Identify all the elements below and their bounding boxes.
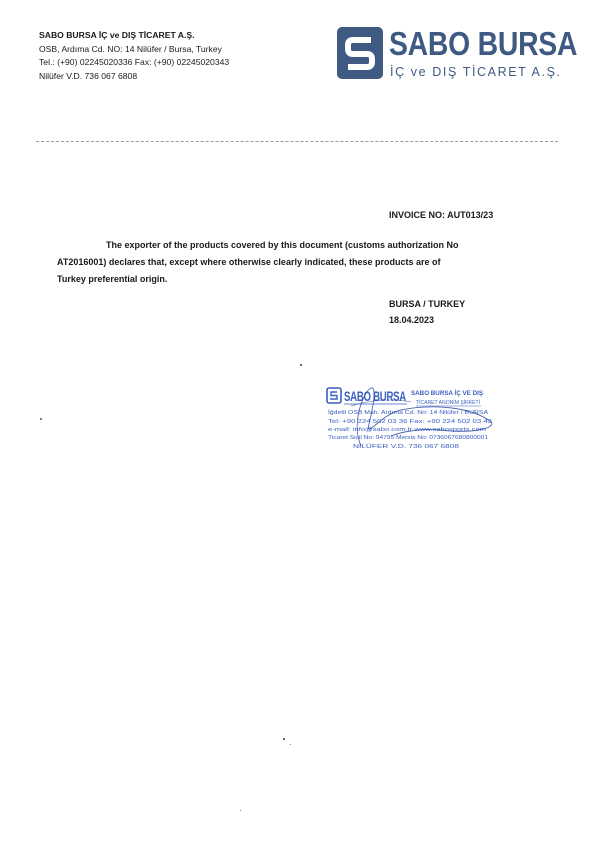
company-logo [337, 25, 578, 85]
stamp-graphic [321, 384, 503, 458]
logo-tagline: İÇ ve DIŞ TİCARET A.Ş. [390, 65, 562, 79]
scan-speck [283, 738, 285, 740]
place-and-date [389, 296, 465, 328]
scan-speck [300, 364, 302, 366]
company-tax-office: Nilüfer V.D. 736 067 6808 [39, 70, 138, 81]
declaration-line-3: Turkey preferential origin. [57, 274, 168, 284]
place: BURSA / TURKEY [389, 299, 466, 309]
declaration-line-2: AT2016001) declares that, except where otherwise clearly indicated, these products are of [57, 257, 441, 267]
declaration-line-1: The exporter of the products covered by this document (customs authorization No [106, 240, 459, 250]
stamp-logo-s-icon [330, 392, 337, 399]
company-info [39, 29, 229, 83]
sabo-logo-icon [337, 27, 383, 79]
scan-speck [40, 418, 42, 420]
stamp-tax: NİLÜFER V.D. 736 067 6808 [353, 444, 423, 450]
company-phone-fax: Tel.: (+90) 02245020336 Fax: (+90) 02245020343 [39, 57, 230, 68]
scan-speck [240, 810, 241, 811]
stamp-phone: Tel: +90 224 502 03 36 Fax: +90 224 502 03 43 [328, 419, 493, 425]
stamp-registry: Ticaret Sicil No: 94795 Mersis No: 0736067680800001 [328, 435, 489, 441]
stamp-company-line-2: TİCARET ANONİM ŞİRKETİ [416, 400, 480, 406]
company-stamp [321, 384, 503, 458]
date: 18.04.2023 [389, 315, 435, 325]
origin-declaration [57, 237, 527, 288]
stamp-logo-text: SABO BURSA [344, 389, 407, 404]
header-divider [36, 141, 558, 142]
invoice-number: INVOICE NO: AUT013/23 [389, 210, 494, 220]
logo-wordmark: SABO BURSA [389, 25, 578, 62]
company-name: SABO BURSA İÇ ve DIŞ TİCARET A.Ş. [39, 30, 195, 40]
stamp-address: İğdetli OSB Mah. Ardıma Cd. No: 14 Nilüfer / BURSA [328, 410, 450, 416]
scan-speck [290, 744, 291, 745]
stamp-email: e-mail: info@sabo.com.tr www.sabosports.com [328, 427, 486, 433]
company-address: OSB, Ardıma Cd. NO: 14 Nilüfer / Bursa, Turkey [39, 43, 222, 54]
stamp-company-line-1: SABO BURSA İÇ VE DIŞ [411, 390, 483, 397]
